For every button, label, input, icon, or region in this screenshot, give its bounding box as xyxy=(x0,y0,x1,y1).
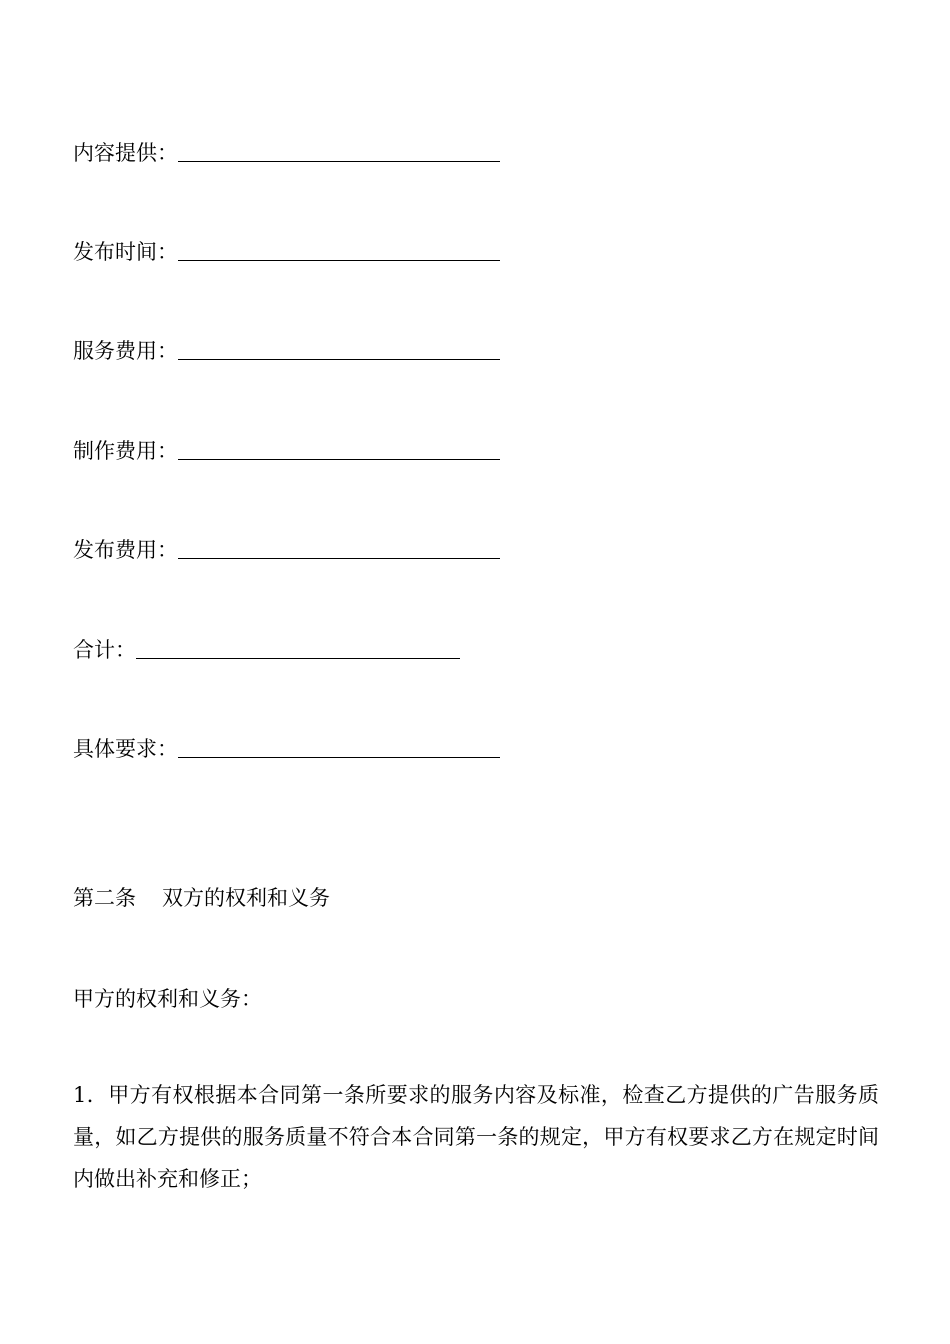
field-specific-requirements xyxy=(73,734,500,764)
field-label: 发布费用： xyxy=(73,538,178,562)
blank-line[interactable] xyxy=(178,260,500,261)
party-a-heading: 甲方的权利和义务： xyxy=(73,987,262,1011)
blank-line[interactable] xyxy=(136,658,460,659)
field-service-fee xyxy=(73,336,500,366)
field-publish-fee xyxy=(73,535,500,565)
field-total xyxy=(73,635,460,665)
article-2-heading xyxy=(73,883,330,913)
field-publish-time xyxy=(73,237,500,267)
blank-line[interactable] xyxy=(178,558,500,559)
blank-line[interactable] xyxy=(178,757,500,758)
clause-1 xyxy=(73,1074,879,1200)
field-label: 具体要求： xyxy=(73,737,178,761)
field-label: 合计： xyxy=(73,638,136,662)
field-label: 制作费用： xyxy=(73,439,178,463)
clause-number: 1． xyxy=(73,1083,109,1107)
field-label: 发布时间： xyxy=(73,240,178,264)
article-title: 双方的权利和义务 xyxy=(162,886,330,910)
blank-line[interactable] xyxy=(178,161,500,162)
article-number: 第二条 xyxy=(73,886,136,910)
blank-line[interactable] xyxy=(178,459,500,460)
blank-line[interactable] xyxy=(178,359,500,360)
clause-text: 甲方有权根据本合同第一条所要求的服务内容及标准，检查乙方提供的广告服务质量，如乙方提供的服务质量不符合本合同第一条的规定，甲方有权要求乙方在规定时间内做出补充和修正； xyxy=(73,1083,879,1191)
field-production-fee xyxy=(73,436,500,466)
field-label: 服务费用： xyxy=(73,339,178,363)
field-label: 内容提供： xyxy=(73,141,178,165)
field-content-provider xyxy=(73,138,500,168)
